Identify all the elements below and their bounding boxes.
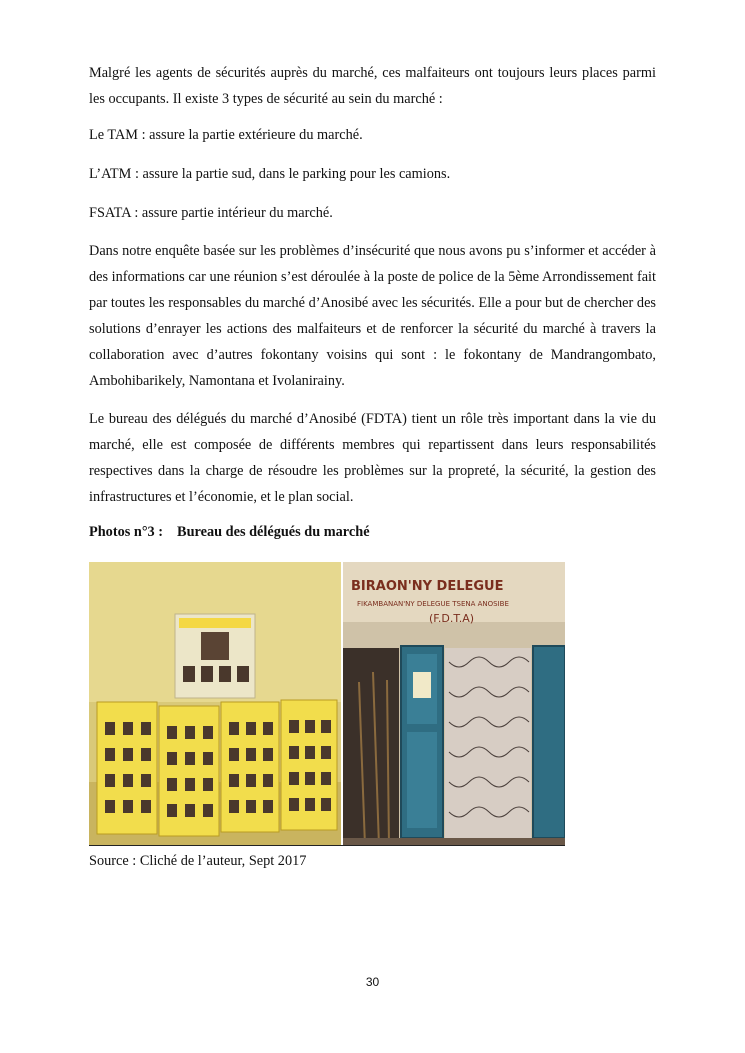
figure-source: Source : Cliché de l’auteur, Sept 2017 xyxy=(89,853,307,869)
sign-line-1: BIRAON'NY DELEGUE xyxy=(351,579,504,594)
poster-1 xyxy=(97,702,157,834)
page-number: 30 xyxy=(365,975,380,989)
photo-notice-board xyxy=(89,562,341,846)
list-item-fsata: FSATA : assure partie intérieur du marché. xyxy=(89,205,333,221)
figure-label: Photos n°3 : xyxy=(89,524,164,540)
sign-line-2: FIKAMBANAN'NY DELEGUE TSENA ANOSIBE xyxy=(357,600,509,608)
paragraph-security-intro: Malgré les agents de sécurités auprès du marché, ces malfaiteurs ont toujours leurs places parmi les occupants. Il existe 3 types de sécurité au sein du marché : xyxy=(89,65,656,107)
paragraph-fdta: Le bureau des délégués du marché d’Anosibé (FDTA) tient un rôle très important dans la vie du marché, elle est composée de différents membres qui repartissent dans leurs responsabilités respectives dans la charge de résoudre les problèmes sur la propreté, la sécurité, la gestion des infrastructures et l’économie, et le plan social. xyxy=(89,411,656,505)
poster-2 xyxy=(159,706,219,836)
list-item-atm: L’ATM : assure la partie sud, dans le parking pour les camions. xyxy=(89,166,451,182)
paragraph-survey: Dans notre enquête basée sur les problèmes d’insécurité que nous avons pu s’informer et accéder à des informations car une réunion s’est déroulée à la poste de police de la 5ème Arrondissement fait par toutes les responsables du marché d’Anosibé avec les sécurités. Elle a pour but de chercher des solutions d’enrayer les actions des malfaiteurs et de renforcer la sécurité du marché à travers la collaboration avec d’autres fokontany voisins qui sont : le fokontany de Mandrangombato, Ambohibarikely, Namontana et Ivolanirainy. xyxy=(89,243,656,389)
poster-4 xyxy=(281,700,337,830)
figure-title: Bureau des délégués du marché xyxy=(177,524,370,540)
list-item-tam: Le TAM : assure la partie extérieure du marché. xyxy=(89,127,363,143)
sign-line-3: (F.D.T.A) xyxy=(429,612,475,625)
figure-caption xyxy=(89,524,370,541)
photo-pair xyxy=(89,562,565,846)
photo-fdta-office xyxy=(343,562,565,846)
poster-3 xyxy=(221,702,279,832)
